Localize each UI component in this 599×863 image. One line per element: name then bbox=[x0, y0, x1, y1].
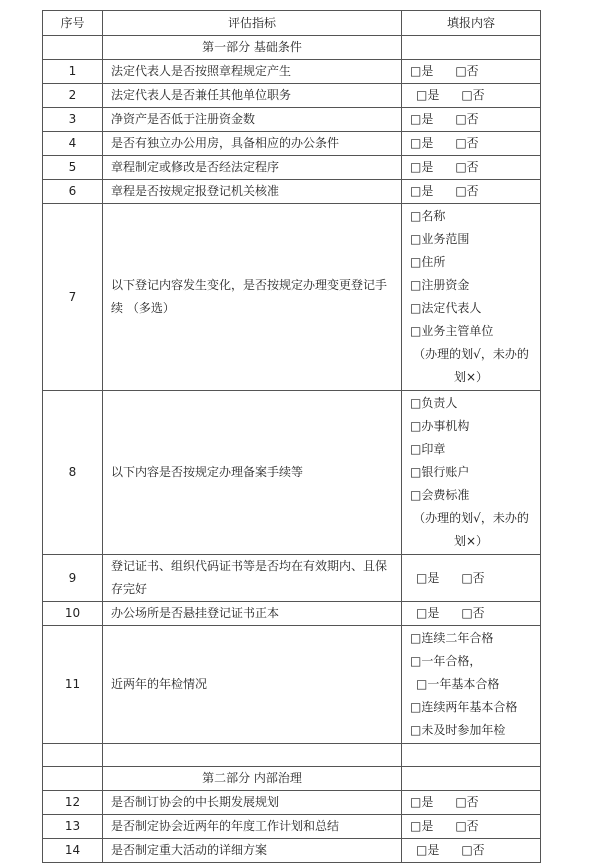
yes-checkbox[interactable]: □是 bbox=[416, 570, 440, 585]
no-checkbox[interactable]: □否 bbox=[455, 136, 479, 150]
yes-no-field[interactable] bbox=[402, 791, 541, 815]
yes-no-field[interactable] bbox=[402, 839, 541, 863]
yes-no-field[interactable] bbox=[402, 60, 541, 84]
header-fill: 填报内容 bbox=[402, 11, 541, 36]
yes-checkbox[interactable]: □是 bbox=[410, 795, 434, 809]
no-checkbox[interactable]: □否 bbox=[455, 819, 479, 833]
section-title: 第二部分 内部治理 bbox=[103, 767, 402, 791]
option-checkbox[interactable]: □业务范围 bbox=[410, 232, 470, 246]
no-checkbox[interactable]: □否 bbox=[461, 88, 485, 102]
table-row bbox=[43, 791, 541, 815]
table-row bbox=[43, 839, 541, 863]
no-checkbox[interactable]: □否 bbox=[455, 112, 479, 126]
table-row bbox=[43, 108, 541, 132]
table-header-row bbox=[43, 11, 541, 36]
yes-no-field[interactable] bbox=[402, 602, 541, 626]
option-checkbox[interactable]: □住所 bbox=[410, 255, 446, 269]
yes-no-field[interactable] bbox=[402, 815, 541, 839]
row-number: 6 bbox=[43, 180, 103, 204]
no-checkbox[interactable]: □否 bbox=[455, 160, 479, 174]
yes-no-field[interactable] bbox=[402, 108, 541, 132]
row-number: 13 bbox=[43, 815, 103, 839]
yes-checkbox[interactable]: □是 bbox=[416, 843, 440, 857]
option-checkbox[interactable]: □印章 bbox=[410, 442, 446, 456]
row-indicator: 是否制定重大活动的详细方案 bbox=[103, 839, 402, 863]
option-checkbox[interactable]: □一年基本合格 bbox=[416, 677, 500, 691]
multi-option-field bbox=[402, 204, 541, 391]
option-checkbox[interactable]: □负责人 bbox=[410, 396, 458, 410]
option-checkbox[interactable]: □办事机构 bbox=[410, 419, 470, 433]
yes-no-field[interactable] bbox=[402, 156, 541, 180]
section-title: 第一部分 基础条件 bbox=[103, 36, 402, 60]
row-indicator: 章程制定或修改是否经法定程序 bbox=[103, 156, 402, 180]
multi-option-field bbox=[402, 626, 541, 744]
no-checkbox[interactable]: □否 bbox=[461, 843, 485, 857]
table-row bbox=[43, 555, 541, 602]
row-indicator: 是否制订协会的中长期发展规划 bbox=[103, 791, 402, 815]
table-row bbox=[43, 84, 541, 108]
option-checkbox[interactable]: □会费标准 bbox=[410, 488, 470, 502]
table-row bbox=[43, 391, 541, 555]
option-checkbox[interactable]: □业务主管单位 bbox=[410, 324, 494, 338]
yes-checkbox[interactable]: □是 bbox=[416, 88, 440, 102]
row-indicator: 近两年的年检情况 bbox=[103, 626, 402, 744]
row-indicator: 法定代表人是否兼任其他单位职务 bbox=[103, 84, 402, 108]
header-no: 序号 bbox=[43, 11, 103, 36]
yes-no-field[interactable] bbox=[402, 84, 541, 108]
no-checkbox[interactable]: □否 bbox=[461, 606, 485, 620]
row-number: 9 bbox=[43, 555, 103, 602]
option-checkbox[interactable]: □连续两年基本合格 bbox=[410, 700, 518, 714]
row-number: 2 bbox=[43, 84, 103, 108]
option-note: （办理的划√，未办的划×） bbox=[413, 347, 529, 384]
row-number: 3 bbox=[43, 108, 103, 132]
no-checkbox[interactable]: □否 bbox=[461, 570, 485, 585]
row-indicator: 章程是否按规定报登记机关核准 bbox=[103, 180, 402, 204]
row-number: 12 bbox=[43, 791, 103, 815]
row-number: 14 bbox=[43, 839, 103, 863]
option-checkbox[interactable]: □名称 bbox=[410, 209, 446, 223]
header-indicator: 评估指标 bbox=[103, 11, 402, 36]
row-indicator: 办公场所是否悬挂登记证书正本 bbox=[103, 602, 402, 626]
table-row bbox=[43, 60, 541, 84]
yes-checkbox[interactable]: □是 bbox=[410, 160, 434, 174]
no-checkbox[interactable]: □否 bbox=[455, 64, 479, 78]
yes-no-field[interactable] bbox=[402, 132, 541, 156]
option-checkbox[interactable]: □一年合格， bbox=[410, 654, 482, 668]
yes-checkbox[interactable]: □是 bbox=[410, 136, 434, 150]
table-row bbox=[43, 602, 541, 626]
table-row bbox=[43, 132, 541, 156]
table-row bbox=[43, 626, 541, 744]
section-row bbox=[43, 767, 541, 791]
option-checkbox[interactable]: □法定代表人 bbox=[410, 301, 482, 315]
row-indicator: 登记证书、组织代码证书等是否均在有效期内、且保存完好 bbox=[103, 555, 402, 602]
table-row bbox=[43, 204, 541, 391]
yes-no-field[interactable] bbox=[402, 555, 541, 602]
row-number: 4 bbox=[43, 132, 103, 156]
no-checkbox[interactable]: □否 bbox=[455, 795, 479, 809]
table-row bbox=[43, 815, 541, 839]
evaluation-form-table bbox=[42, 10, 541, 863]
yes-checkbox[interactable]: □是 bbox=[416, 606, 440, 620]
row-number: 8 bbox=[43, 391, 103, 555]
yes-checkbox[interactable]: □是 bbox=[410, 184, 434, 198]
row-number: 7 bbox=[43, 204, 103, 391]
no-checkbox[interactable]: □否 bbox=[455, 184, 479, 198]
option-checkbox[interactable]: □银行账户 bbox=[410, 465, 470, 479]
yes-no-field[interactable] bbox=[402, 180, 541, 204]
yes-checkbox[interactable]: □是 bbox=[410, 64, 434, 78]
option-checkbox[interactable]: □未及时参加年检 bbox=[410, 723, 506, 737]
table-row bbox=[43, 180, 541, 204]
row-indicator: 法定代表人是否按照章程规定产生 bbox=[103, 60, 402, 84]
row-number: 1 bbox=[43, 60, 103, 84]
table-row bbox=[43, 156, 541, 180]
option-checkbox[interactable]: □连续二年合格 bbox=[410, 631, 494, 645]
row-number: 5 bbox=[43, 156, 103, 180]
row-indicator: 净资产是否低于注册资金数 bbox=[103, 108, 402, 132]
row-indicator: 是否制定协会近两年的年度工作计划和总结 bbox=[103, 815, 402, 839]
option-checkbox[interactable]: □注册资金 bbox=[410, 278, 470, 292]
multi-option-field bbox=[402, 391, 541, 555]
section-row bbox=[43, 36, 541, 60]
option-note: （办理的划√，未办的划×） bbox=[413, 511, 529, 548]
row-indicator: 是否有独立办公用房，具备相应的办公条件 bbox=[103, 132, 402, 156]
yes-checkbox[interactable]: □是 bbox=[410, 112, 434, 126]
row-indicator: 以下内容是否按规定办理备案手续等 bbox=[103, 391, 402, 555]
row-number: 11 bbox=[43, 626, 103, 744]
yes-checkbox[interactable]: □是 bbox=[410, 819, 434, 833]
row-number: 10 bbox=[43, 602, 103, 626]
row-indicator: 以下登记内容发生变化，是否按规定办理变更登记手续 （多选） bbox=[103, 204, 402, 391]
blank-row bbox=[43, 744, 541, 767]
